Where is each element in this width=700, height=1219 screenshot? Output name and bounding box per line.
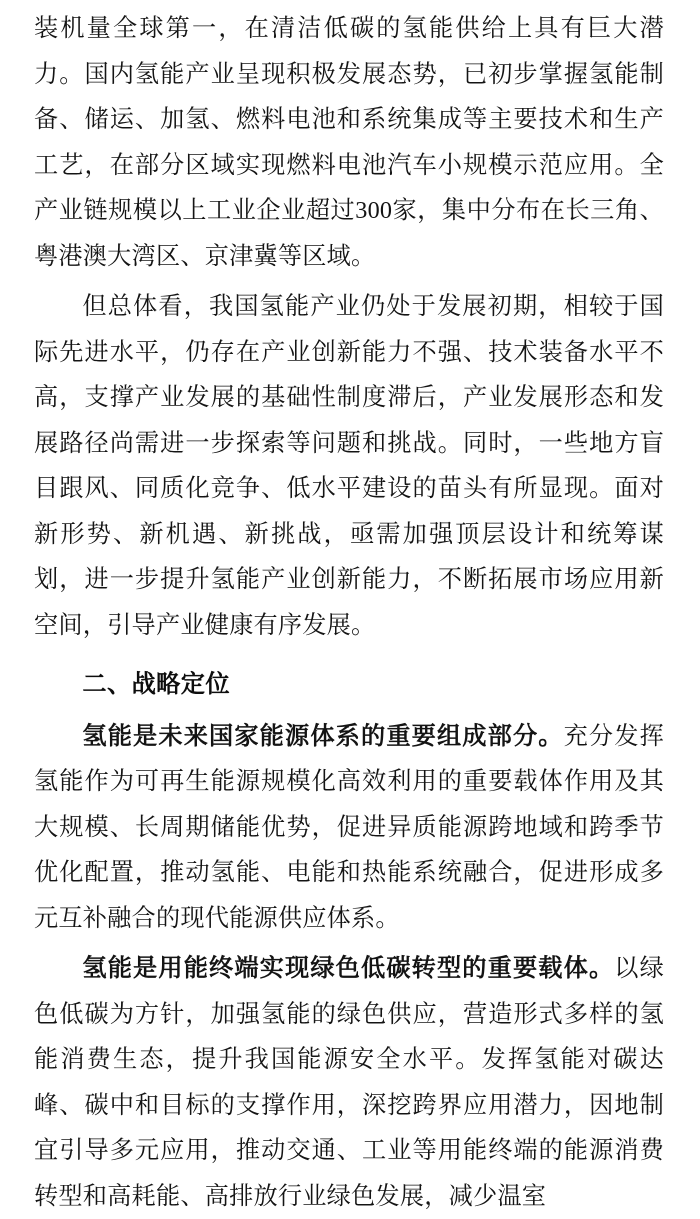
paragraph-strategic-position-1: [34, 714, 664, 942]
paragraph-body-text: 充分发挥氢能作为可再生能源规模化高效利用的重要载体作用及其大规模、长周期储能优势，促进异质能源跨地域和跨季节优化配置，推动氢能、电能和热能系统融合，促进形成多元互补融合的现代能源供应体系。: [34, 722, 664, 932]
paragraph-continuation: 装机量全球第一，在清洁低碳的氢能供给上具有巨大潜力。国内氢能产业呈现积极发展态势，已初步掌握氢能制备、储运、加氢、燃料电池和系统集成等主要技术和生产工艺，在部分区域实现燃料电池汽车小规模示范应用。全产业链规模以上工业企业超过300家，集中分布在长三角、粤港澳大湾区、京津冀等区域。: [34, 15, 664, 270]
section-heading: 二、战略定位: [82, 671, 230, 698]
paragraph-lead-text: 氢能是用能终端实现绿色低碳转型的重要载体。: [82, 955, 615, 982]
paragraph-lead-text: 氢能是未来国家能源体系的重要组成部分。: [82, 722, 564, 750]
paragraph-body: 但总体看，我国氢能产业仍处于发展初期，相较于国际先进水平，仍存在产业创新能力不强、技术装备水平不高，支撑产业发展的基础性制度滞后，产业发展形态和发展路径尚需进一步探索等问题和挑战。同时，一些地方盲目跟风、同质化竞争、低水平建设的苗头有所显现。面对新形势、新机遇、新挑战，亟需加强顶层设计和统筹谋划，进一步提升氢能产业创新能力，不断拓展市场应用新空间，引导产业健康有序发展。: [34, 293, 664, 639]
paragraph-strategic-position-2: [34, 946, 664, 1219]
paragraph-body-text: 以绿色低碳为方针，加强氢能的绿色供应，营造形式多样的氢能消费生态，提升我国能源安全水平。发挥氢能对碳达峰、碳中和目标的支撑作用，深挖跨界应用潜力，因地制宜引导多元应用，推动交通、工业等用能终端的能源消费转型和高耗能、高排放行业绿色发展，减少温室: [34, 955, 664, 1210]
